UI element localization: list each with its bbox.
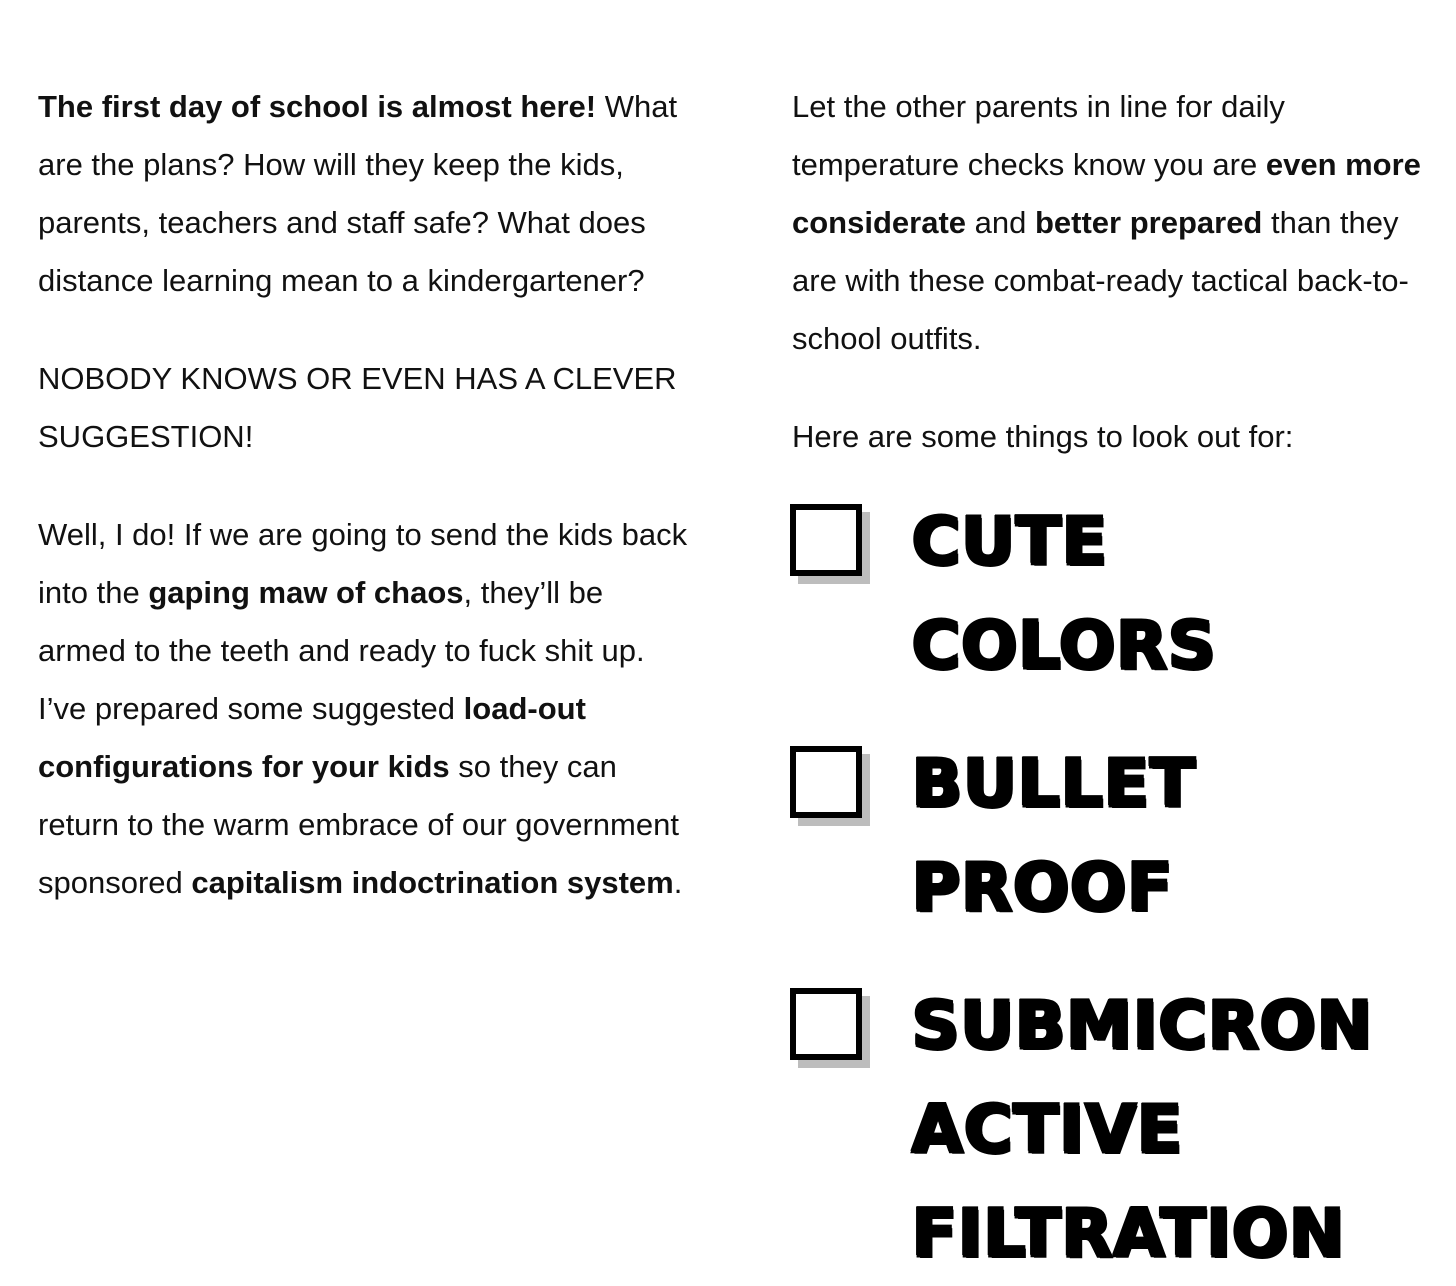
right-column — [792, 78, 1432, 506]
text-segment: Let the other parents in line for daily temperature checks know you are — [792, 89, 1285, 182]
checklist-item-submicron-active-filtration[interactable] — [790, 984, 1430, 1286]
bold-segment: even more considerate — [792, 147, 1421, 240]
bold-segment: load-out configurations for your kids — [38, 691, 586, 784]
intro-text: What are the plans? How will they keep the kids, parents, teachers and staff safe? What does distance learning mean to a kindergartener? — [38, 89, 678, 298]
checklist-label: CUTE COLORS — [912, 503, 1217, 684]
text-segment: . — [673, 865, 683, 900]
left-column — [38, 78, 688, 952]
intro-lead: The first day of school is almost here! — [38, 89, 597, 124]
checkbox[interactable] — [790, 504, 862, 576]
well-i-do-paragraph — [38, 506, 688, 912]
other-parents-paragraph — [792, 78, 1432, 368]
intro-paragraph — [38, 78, 688, 310]
checklist-item-bullet-proof[interactable] — [790, 742, 1430, 940]
checkbox[interactable] — [790, 746, 862, 818]
checklist-label: BULLET PROOF — [912, 745, 1197, 926]
bold-segment: capitalism indoctrination system — [191, 865, 674, 900]
bold-segment: better prepared — [1034, 205, 1263, 240]
text-segment: than they are with these combat-ready tactical back-to-school outfits. — [792, 205, 1409, 356]
nobody-knows-paragraph: NOBODY KNOWS OR EVEN HAS A CLEVER SUGGESTION! — [38, 361, 677, 454]
checklist-label: SUBMICRON ACTIVE FILTRATION — [912, 987, 1374, 1272]
text-segment: Well, I do! If we are going to send the kids back into the — [38, 517, 688, 610]
text-segment: and — [966, 205, 1035, 240]
look-out-paragraph: Here are some things to look out for: — [792, 419, 1294, 454]
checklist-item-cute-colors[interactable] — [790, 500, 1430, 698]
checkbox[interactable] — [790, 988, 862, 1060]
text-segment: , they’ll be armed to the teeth and ready to fuck shit up. I’ve prepared some suggested — [38, 575, 645, 726]
bold-segment: gaping maw of chaos — [148, 575, 464, 610]
text-segment: so they can return to the warm embrace of our government sponsored — [38, 749, 679, 900]
checklist — [790, 500, 1430, 1286]
